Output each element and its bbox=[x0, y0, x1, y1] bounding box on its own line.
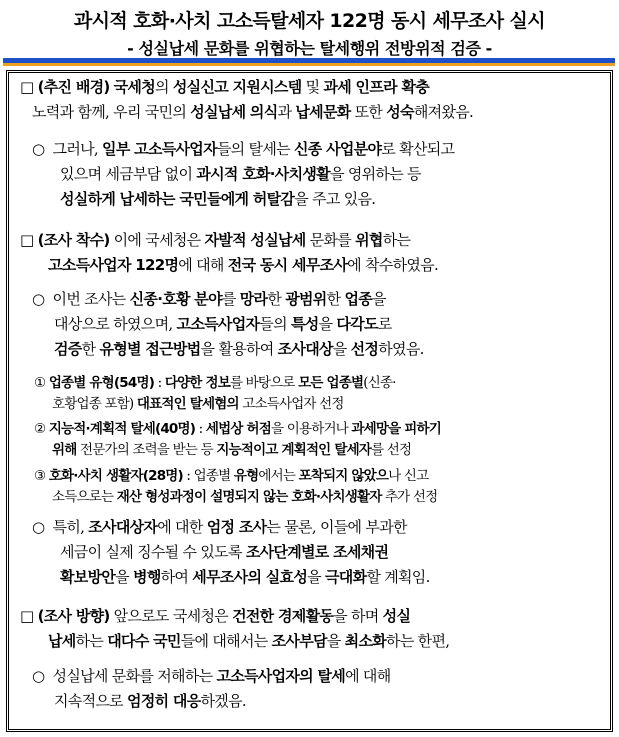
square-marker: □ bbox=[20, 78, 34, 96]
section-direction: □ (조사 방향) 앞으로도 국세청은 건전한 경제활동을 하며 성실 납세하는 대다수 국민들에 대해서는 조사부담을 최소화하는 한편, bbox=[20, 607, 450, 650]
collection-plan: ○ 특히, 조사대상자에 대한 엄정 조사는 물론, 이들에 부과한 세금이 실제 징수될 수 있도록 조사단계별로 조세채권 확보방안을 병행하여 세무조사의 실효성을 극대화할 계획임. bbox=[32, 518, 430, 586]
type-item-2: ② 지능적·계획적 탈세(40명) : 세법상 허점을 이용하거나 과세망을 피하기 위해 전문가의 조력을 받는 등 지능적이고 계획적인 탈세자를 선정 bbox=[34, 421, 442, 458]
circle-marker: ○ bbox=[32, 140, 45, 158]
circle-marker: ○ bbox=[32, 290, 45, 308]
title-rule-orange bbox=[3, 63, 615, 66]
square-marker: □ bbox=[20, 607, 34, 625]
square-marker: □ bbox=[20, 231, 34, 249]
type-item-1: ① 업종별 유형(54명) : 다양한 정보를 바탕으로 모든 업종별(신종· 호황업종 포함) 대표적인 탈세혐의 고소득사업자 선정 bbox=[34, 375, 396, 412]
circle-marker: ○ bbox=[32, 518, 45, 536]
background-detail: ○ 그러나, 일부 고소득사업자들의 탈세는 신종 사업분야로 확산되고 있으며 세금부담 없이 과시적 호화·사치생활을 영위하는 등 성실하게 납세하는 국민들에게 허탈감을 주고 있음. bbox=[32, 140, 455, 208]
section-investigation-start: □ (조사 착수) 이에 국세청은 자발적 성실납세 문화를 위협하는 고소득사업자 122명에 대해 전국 동시 세무조사에 착수하였음. bbox=[20, 231, 439, 274]
circle-marker: ○ bbox=[32, 667, 45, 685]
report-title: 과시적 호화·사치 고소득탈세자 122명 동시 세무조사 실시 bbox=[73, 10, 546, 32]
report-subtitle: - 성실납세 문화를 위협하는 탈세행위 전방위적 검증 - bbox=[127, 39, 492, 58]
direction-detail: ○ 성실납세 문화를 저해하는 고소득사업자의 탈세에 대해 지속적으로 엄정히 대응하겠음. bbox=[32, 667, 391, 710]
section-background: □ (추진 배경) 국세청의 성실신고 지원시스템 및 과세 인프라 확충 노력과 함께, 우리 국민의 성실납세 의식과 납세문화 또한 성숙해져왔음. bbox=[20, 78, 474, 121]
investigation-scope: ○ 이번 조사는 신종·호황 분야를 망라한 광범위한 업종을 대상으로 하였으며, 고소득사업자들의 특성을 다각도로 검증한 유형별 접근방법을 활용하여 조사대상을 선정하였음. bbox=[32, 290, 424, 358]
type-item-3: ③ 호화·사치 생활자(28명) : 업종별 유형에서는 포착되지 않았으나 신고 소득으로는 재산 형성과정이 설명되지 않는 호화·사치생활자 추가 선정 bbox=[34, 468, 438, 505]
